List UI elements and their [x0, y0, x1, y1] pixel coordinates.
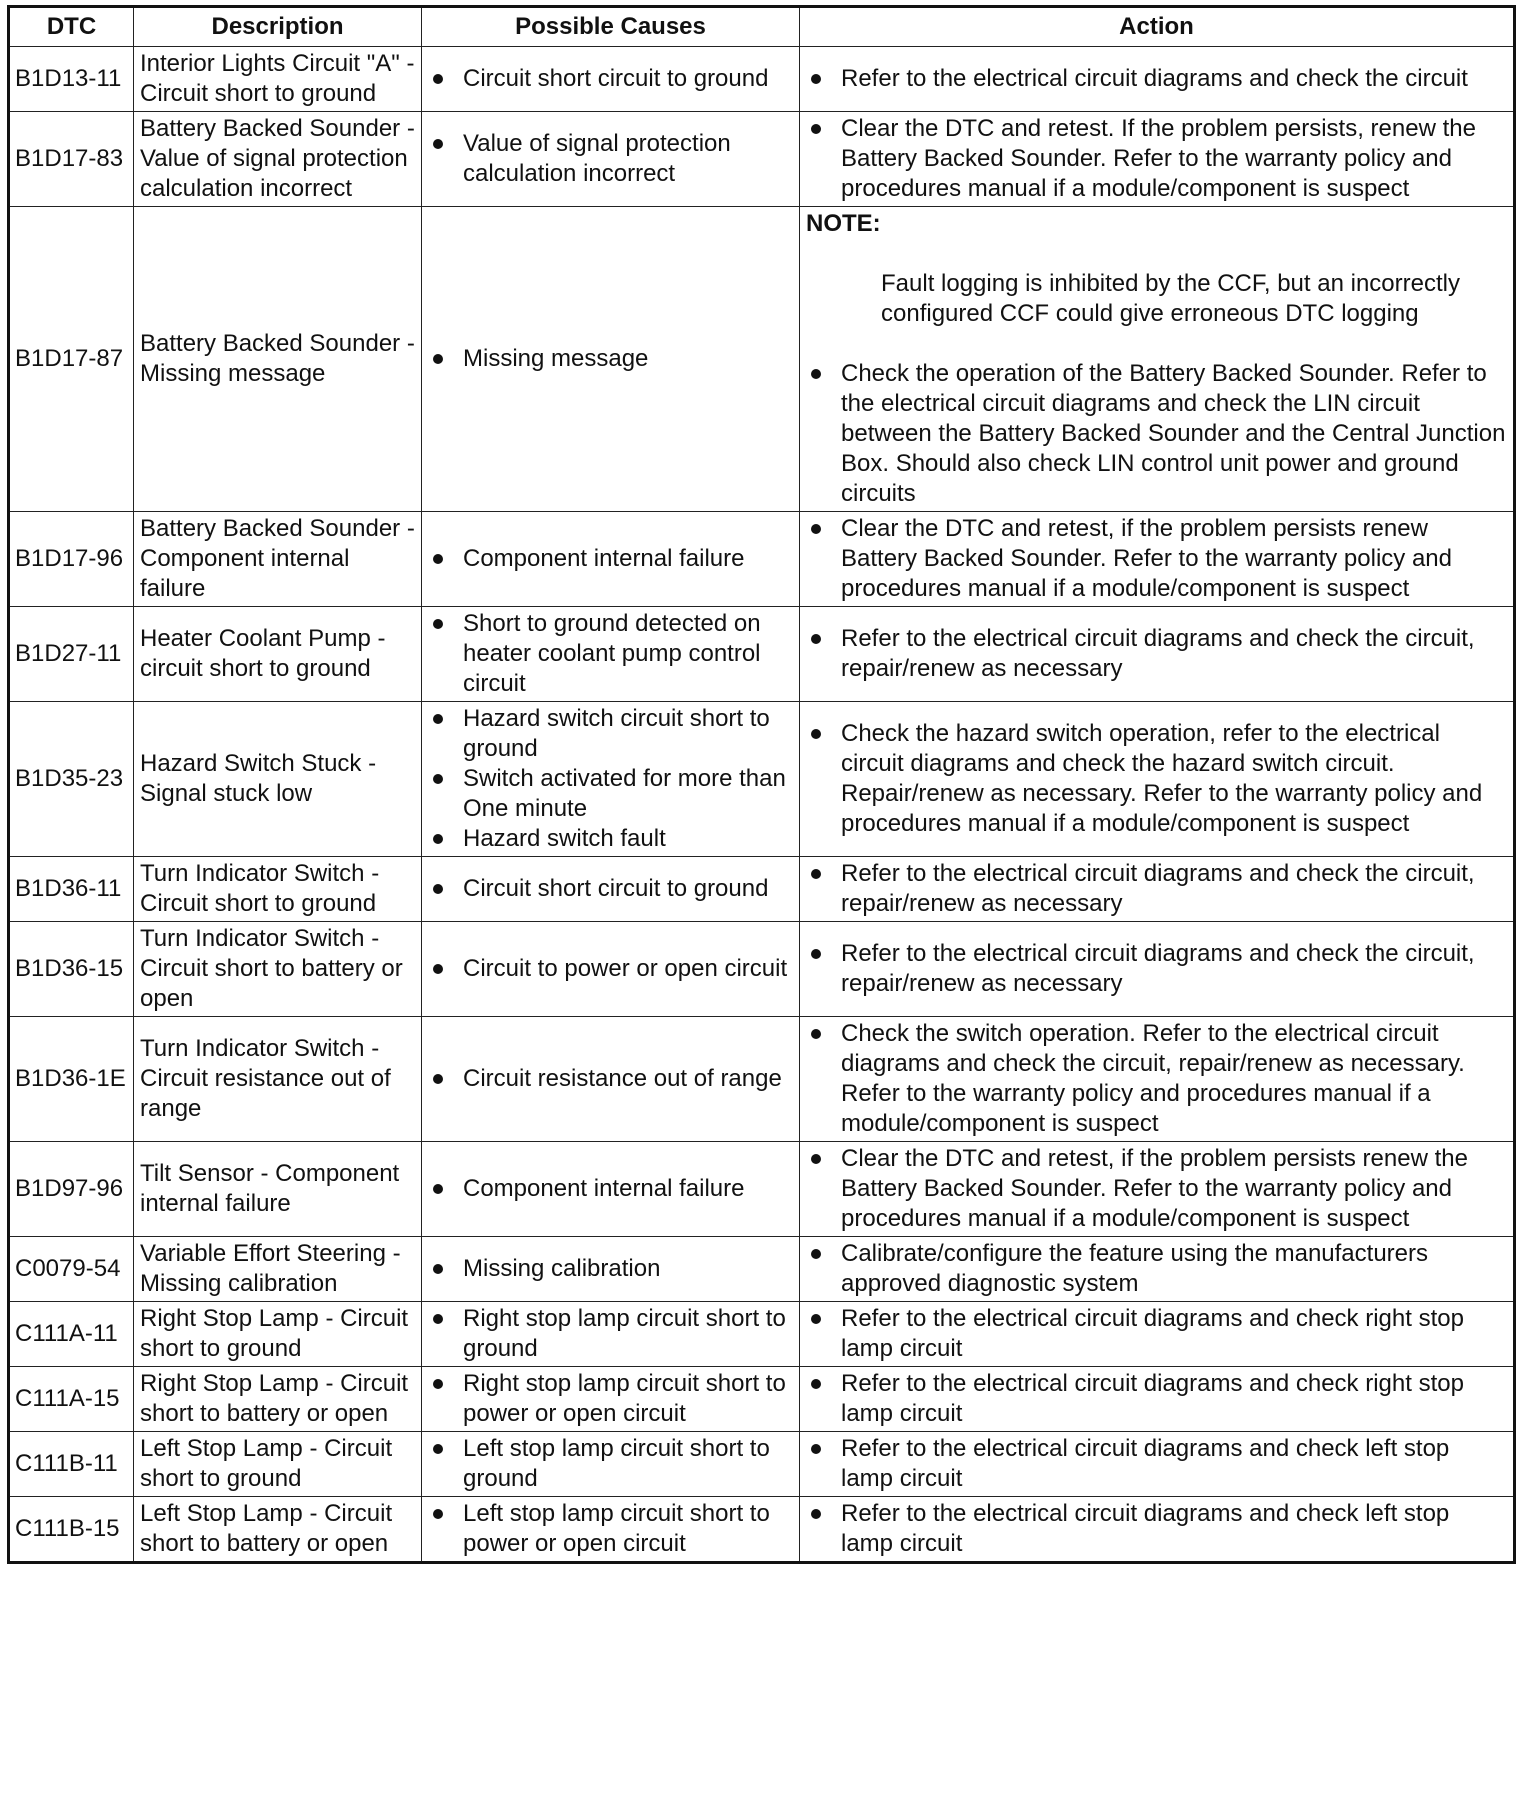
table-header-row [9, 7, 1515, 47]
possible-causes-cell [422, 512, 800, 607]
cause-item: Left stop lamp circuit short to ground [428, 1434, 793, 1494]
action-item: Calibrate/configure the feature using the manufacturers approved diagnostic system [806, 1239, 1507, 1299]
dtc-code: B1D13-11 [9, 47, 134, 112]
note-text: Fault logging is inhibited by the CCF, but an incorrectly configured CCF could give erroneous DTC logging [881, 270, 1460, 327]
action-cell [800, 1017, 1515, 1142]
action-cell [800, 607, 1515, 702]
action-cell [800, 702, 1515, 857]
causes-list [428, 609, 793, 699]
header-dtc: DTC [9, 7, 134, 47]
dtc-code: B1D17-96 [9, 512, 134, 607]
action-item: Refer to the electrical circuit diagrams and check left stop lamp circuit [806, 1499, 1507, 1559]
dtc-code: B1D27-11 [9, 607, 134, 702]
table-row [9, 1497, 1515, 1563]
table-row [9, 702, 1515, 857]
dtc-description: Right Stop Lamp - Circuit short to ground [134, 1302, 422, 1367]
header-action: Action [800, 7, 1515, 47]
dtc-code: B1D17-87 [9, 207, 134, 512]
dtc-code: C0079-54 [9, 1237, 134, 1302]
action-cell [800, 1302, 1515, 1367]
action-item: Check the hazard switch operation, refer to the electrical circuit diagrams and check the hazard switch circuit. Repair/renew as necessary. Refer to the warranty policy and procedures manual if a module/component is suspect [806, 719, 1507, 839]
action-item: Refer to the electrical circuit diagrams and check the circuit, repair/renew as necessary [806, 939, 1507, 999]
possible-causes-cell [422, 857, 800, 922]
dtc-code: C111B-15 [9, 1497, 134, 1563]
causes-list [428, 704, 793, 854]
cause-item: Hazard switch fault [428, 824, 793, 854]
table-row [9, 857, 1515, 922]
causes-list [428, 1499, 793, 1559]
possible-causes-cell [422, 1017, 800, 1142]
document-page [7, 5, 1516, 1564]
action-cell [800, 1367, 1515, 1432]
note-title: NOTE: [806, 210, 881, 237]
dtc-description: Tilt Sensor - Component internal failure [134, 1142, 422, 1237]
cause-item: Right stop lamp circuit short to ground [428, 1304, 793, 1364]
possible-causes-cell [422, 607, 800, 702]
table-row [9, 1017, 1515, 1142]
possible-causes-cell [422, 1302, 800, 1367]
dtc-description: Interior Lights Circuit "A" - Circuit short to ground [134, 47, 422, 112]
table-row [9, 607, 1515, 702]
actions-list [806, 1369, 1507, 1429]
dtc-description: Turn Indicator Switch - Circuit short to ground [134, 857, 422, 922]
dtc-description: Variable Effort Steering - Missing calibration [134, 1237, 422, 1302]
actions-list [806, 1434, 1507, 1494]
dtc-code: B1D97-96 [9, 1142, 134, 1237]
actions-list [806, 719, 1507, 839]
actions-list [806, 624, 1507, 684]
actions-list [806, 1019, 1507, 1139]
dtc-description: Heater Coolant Pump - circuit short to ground [134, 607, 422, 702]
table-row [9, 207, 1515, 512]
dtc-description: Left Stop Lamp - Circuit short to ground [134, 1432, 422, 1497]
possible-causes-cell [422, 112, 800, 207]
dtc-description: Turn Indicator Switch - Circuit resistance out of range [134, 1017, 422, 1142]
dtc-description: Battery Backed Sounder - Component internal failure [134, 512, 422, 607]
cause-item: Right stop lamp circuit short to power or open circuit [428, 1369, 793, 1429]
action-cell [800, 1432, 1515, 1497]
actions-list [806, 939, 1507, 999]
actions-list [806, 64, 1507, 94]
actions-list [806, 1239, 1507, 1299]
table-row [9, 1142, 1515, 1237]
action-cell [800, 47, 1515, 112]
actions-list [806, 1304, 1507, 1364]
action-cell [800, 1497, 1515, 1563]
actions-list [806, 1499, 1507, 1559]
dtc-code: B1D36-15 [9, 922, 134, 1017]
dtc-code: B1D36-11 [9, 857, 134, 922]
dtc-code: C111B-11 [9, 1432, 134, 1497]
possible-causes-cell [422, 1237, 800, 1302]
causes-list [428, 1064, 793, 1094]
causes-list [428, 1174, 793, 1204]
possible-causes-cell [422, 702, 800, 857]
dtc-code: C111A-15 [9, 1367, 134, 1432]
possible-causes-cell [422, 1497, 800, 1563]
header-description: Description [134, 7, 422, 47]
action-item: Refer to the electrical circuit diagrams and check the circuit, repair/renew as necessary [806, 859, 1507, 919]
cause-item: Component internal failure [428, 1174, 793, 1204]
dtc-description: Hazard Switch Stuck - Signal stuck low [134, 702, 422, 857]
action-cell [800, 857, 1515, 922]
causes-list [428, 1304, 793, 1364]
dtc-code: B1D35-23 [9, 702, 134, 857]
possible-causes-cell [422, 207, 800, 512]
causes-list [428, 874, 793, 904]
action-cell [800, 512, 1515, 607]
table-body [9, 47, 1515, 1563]
action-item: Refer to the electrical circuit diagrams and check the circuit [806, 64, 1507, 94]
causes-list [428, 954, 793, 984]
action-cell [800, 112, 1515, 207]
cause-item: Short to ground detected on heater coolant pump control circuit [428, 609, 793, 699]
dtc-description: Battery Backed Sounder - Missing message [134, 207, 422, 512]
dtc-description: Battery Backed Sounder - Value of signal protection calculation incorrect [134, 112, 422, 207]
cause-item: Left stop lamp circuit short to power or open circuit [428, 1499, 793, 1559]
action-item: Clear the DTC and retest, if the problem persists renew Battery Backed Sounder. Refer to the warranty policy and procedures manual if a module/component is suspect [806, 514, 1507, 604]
action-cell [800, 207, 1515, 512]
cause-item: Circuit short circuit to ground [428, 64, 793, 94]
dtc-description: Left Stop Lamp - Circuit short to battery or open [134, 1497, 422, 1563]
dtc-code: C111A-11 [9, 1302, 134, 1367]
table-row [9, 1432, 1515, 1497]
causes-list [428, 64, 793, 94]
cause-item: Circuit resistance out of range [428, 1064, 793, 1094]
action-cell [800, 922, 1515, 1017]
cause-item: Missing calibration [428, 1254, 793, 1284]
possible-causes-cell [422, 922, 800, 1017]
cause-item: Hazard switch circuit short to ground [428, 704, 793, 764]
causes-list [428, 344, 793, 374]
causes-list [428, 1369, 793, 1429]
cause-item: Value of signal protection calculation incorrect [428, 129, 793, 189]
table-row [9, 1237, 1515, 1302]
action-item: Refer to the electrical circuit diagrams and check right stop lamp circuit [806, 1369, 1507, 1429]
table-row [9, 47, 1515, 112]
dtc-code: B1D17-83 [9, 112, 134, 207]
action-item: Check the switch operation. Refer to the electrical circuit diagrams and check the circuit, repair/renew as necessary. Refer to the warranty policy and procedures manual if a module/component is suspect [806, 1019, 1507, 1139]
dtc-description: Turn Indicator Switch - Circuit short to battery or open [134, 922, 422, 1017]
cause-item: Circuit short circuit to ground [428, 874, 793, 904]
causes-list [428, 1254, 793, 1284]
action-item: Clear the DTC and retest. If the problem persists, renew the Battery Backed Sounder. Refer to the warranty policy and procedures manual if a module/component is suspect [806, 114, 1507, 204]
dtc-description: Right Stop Lamp - Circuit short to battery or open [134, 1367, 422, 1432]
possible-causes-cell [422, 1142, 800, 1237]
action-cell [800, 1237, 1515, 1302]
cause-item: Switch activated for more than One minute [428, 764, 793, 824]
table-row [9, 922, 1515, 1017]
table-row [9, 512, 1515, 607]
table-row [9, 1367, 1515, 1432]
action-item: Refer to the electrical circuit diagrams and check left stop lamp circuit [806, 1434, 1507, 1494]
action-item: Check the operation of the Battery Backed Sounder. Refer to the electrical circuit diagrams and check the LIN circuit between the Battery Backed Sounder and the Central Junction Box. Should also check LIN control unit power and ground circuits [806, 359, 1507, 509]
cause-item: Component internal failure [428, 544, 793, 574]
possible-causes-cell [422, 47, 800, 112]
cause-item: Missing message [428, 344, 793, 374]
causes-list [428, 1434, 793, 1494]
action-item: Clear the DTC and retest, if the problem persists renew the Battery Backed Sounder. Refer to the warranty policy and procedures manual if a module/component is suspect [806, 1144, 1507, 1234]
possible-causes-cell [422, 1367, 800, 1432]
dtc-code: B1D36-1E [9, 1017, 134, 1142]
actions-list [806, 114, 1507, 204]
causes-list [428, 129, 793, 189]
actions-list [806, 1144, 1507, 1234]
cause-item: Circuit to power or open circuit [428, 954, 793, 984]
causes-list [428, 544, 793, 574]
table-row [9, 1302, 1515, 1367]
actions-list [806, 859, 1507, 919]
actions-list [806, 359, 1507, 509]
header-possible-causes: Possible Causes [422, 7, 800, 47]
actions-list [806, 514, 1507, 604]
action-cell [800, 1142, 1515, 1237]
action-item: Refer to the electrical circuit diagrams and check right stop lamp circuit [806, 1304, 1507, 1364]
dtc-table [7, 5, 1516, 1564]
action-item: Refer to the electrical circuit diagrams and check the circuit, repair/renew as necessary [806, 624, 1507, 684]
possible-causes-cell [422, 1432, 800, 1497]
table-row [9, 112, 1515, 207]
